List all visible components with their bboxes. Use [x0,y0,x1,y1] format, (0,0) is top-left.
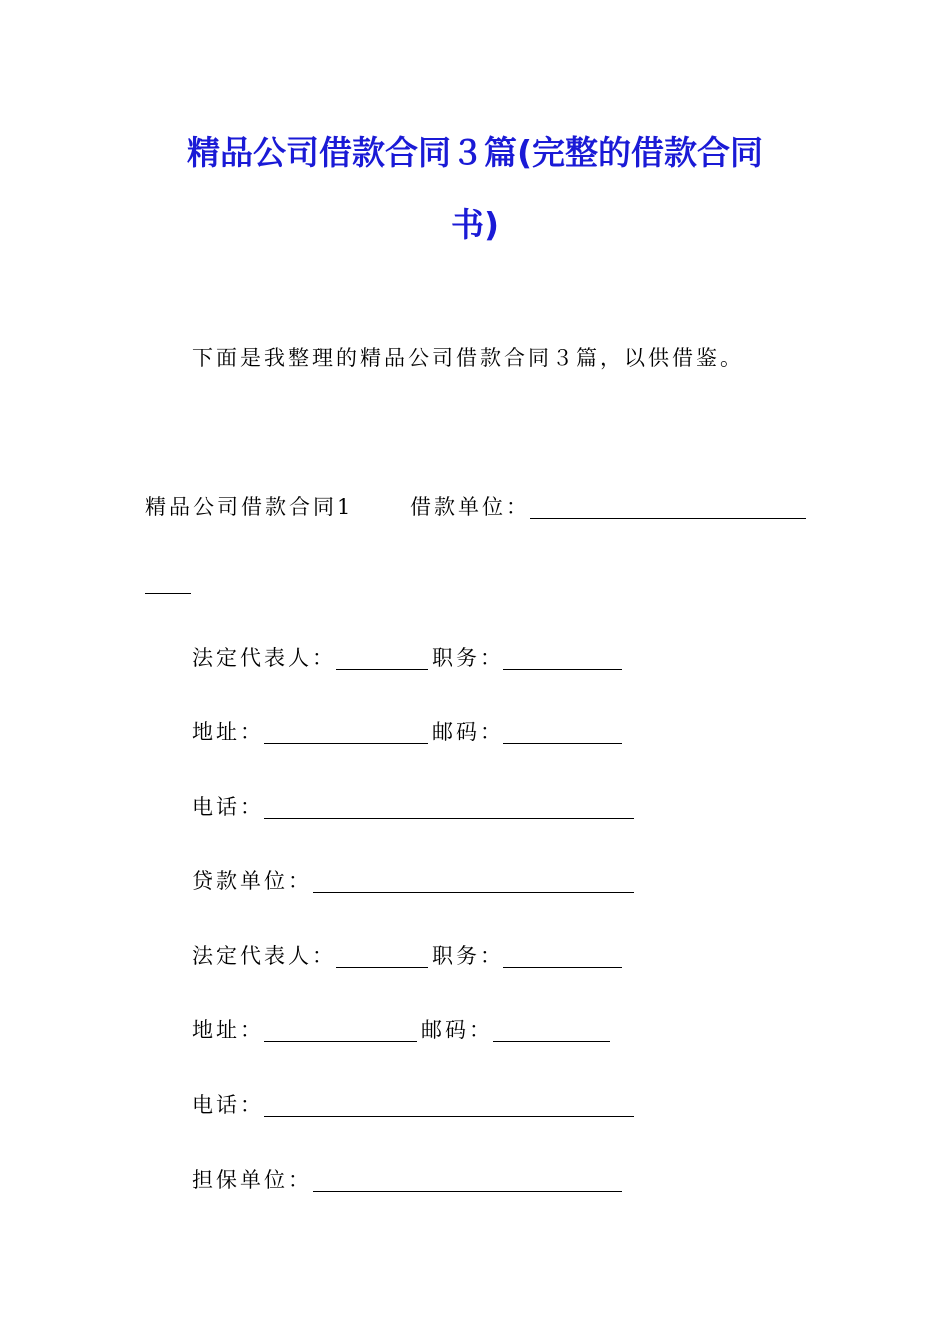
postcode-2-blank [493,1040,610,1042]
legal-rep-2-label: 法定代表人： [192,944,336,968]
guarantor-unit-blank [313,1190,622,1192]
section-heading: 精品公司借款合同1 [145,495,354,519]
document-title-line-2: 书) [450,205,500,244]
legal-rep-2-blank [336,966,428,968]
position-2-blank [503,966,622,968]
document-title-line-1: 精品公司借款合同３篇(完整的借款合同 [186,133,764,172]
position-1-blank [503,668,622,670]
legal-rep-1-blank [336,668,428,670]
intro-paragraph: 下面是我整理的精品公司借款合同３篇，以供借鉴。 [192,346,744,370]
address-2-label: 地址： [192,1018,264,1042]
position-1-label: 职务： [432,646,504,670]
position-2-label: 职务： [432,944,504,968]
lender-unit-label: 贷款单位： [192,869,312,893]
borrower-unit-blank-continued [145,592,191,594]
postcode-1-blank [503,742,622,744]
postcode-1-label: 邮码： [432,720,504,744]
phone-1-label: 电话： [192,795,264,819]
legal-rep-1-label: 法定代表人： [192,646,336,670]
address-2-blank [264,1040,417,1042]
address-1-label: 地址： [192,720,264,744]
borrower-unit-label: 借款单位： [410,495,530,519]
borrower-unit-blank [530,517,806,519]
phone-1-blank [264,817,634,819]
postcode-2-label: 邮码： [421,1018,493,1042]
address-1-blank [264,742,428,744]
guarantor-unit-label: 担保单位： [192,1168,312,1192]
phone-2-label: 电话： [192,1093,264,1117]
lender-unit-blank [313,891,634,893]
phone-2-blank [264,1115,634,1117]
